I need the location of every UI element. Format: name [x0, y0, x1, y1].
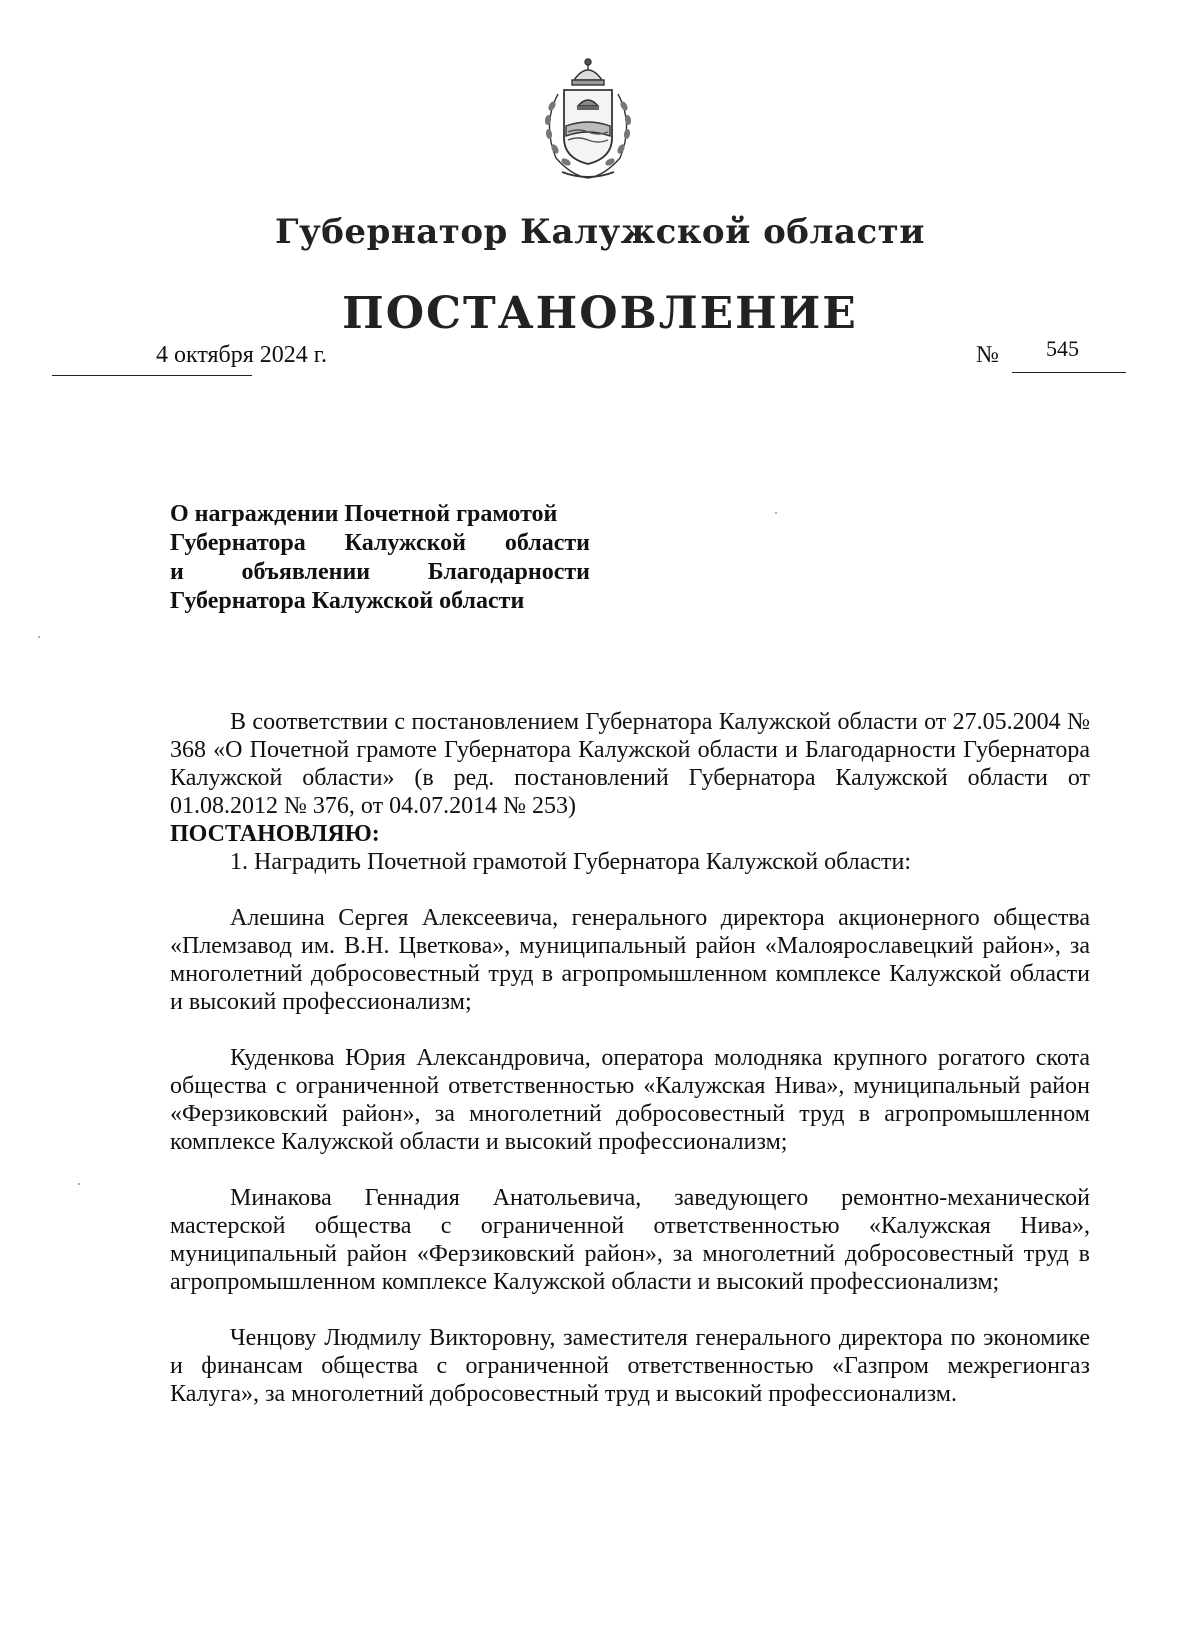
- scan-speck: [78, 1183, 80, 1185]
- document-subject: [170, 500, 590, 616]
- document-number-field: [976, 336, 1126, 376]
- subject-word-and: и: [170, 559, 184, 585]
- subject-word-announcement: объявлении: [241, 559, 371, 585]
- scan-speck: [38, 636, 40, 638]
- subject-line-2: Губернатора Калужской области: [170, 530, 590, 556]
- scan-speck: [775, 512, 777, 514]
- document-number: 545: [1046, 336, 1079, 361]
- awardee-paragraph: Куденкова Юрия Александровича, оператора молодняка крупного рогатого скота общества с ограниченной ответственностью «Калужская Нива», муниципальный район «Ферзиковский район», за многолетний добросовестный труд в агропромышленном комплексе Калужской области и высокий профессионализм;: [170, 1045, 1090, 1155]
- coat-of-arms-emblem: [528, 54, 648, 182]
- issuer-title: Губернатор Калужской области: [275, 212, 925, 252]
- decree-word: ПОСТАНОВЛЯЮ:: [170, 821, 380, 847]
- awardee-paragraph: Минакова Геннадия Анатольевича, заведующего ремонтно-механической мастерской общества с ограниченной ответственностью «Калужская Нива», муниципальный район «Ферзиковский район», за многолетний добросовестный труд в агропромышленном комплексе Калужской области и высокий профессионализм;: [170, 1185, 1090, 1295]
- document-body: [170, 708, 1090, 1432]
- number-underline: [1012, 372, 1126, 373]
- subject-word-gratitude: Благодарности: [427, 559, 590, 585]
- date-underline: [52, 375, 252, 376]
- subject-line-3: [170, 558, 590, 587]
- subject-line-1: О награждении Почетной грамотой: [170, 501, 558, 527]
- item-1-heading: 1. Наградить Почетной грамотой Губернатора Калужской области:: [230, 849, 912, 875]
- preamble-paragraph: В соответствии с постановлением Губернатора Калужской области от 27.05.2004 № 368 «О Почетной грамоте Губернатора Калужской области и Благодарности Губернатора Калужской области» (в ред. постановлений Губернатора Калужской области от 01.08.2012 № 376, от 04.07.2014 № 253): [170, 709, 1090, 819]
- number-label: №: [976, 342, 999, 368]
- document-date: 4 октября 2024 г.: [156, 342, 327, 368]
- awardee-paragraph: Алешина Сергея Алексеевича, генерального директора акционерного общества «Племзавод им. В.Н. Цветкова», муниципальный район «Малоярославецкий район», за многолетний добросовестный труд в агропромышленном комплексе Калужской области и высокий профессионализм;: [170, 905, 1090, 1015]
- awardee-paragraph: Ченцову Людмилу Викторовну, заместителя генерального директора по экономике и финансам общества с ограниченной ответственностью «Газпром межрегионгаз Калуга», за многолетний добросовестный труд и высокий профессионализм.: [170, 1325, 1090, 1407]
- document-type-heading: ПОСТАНОВЛЕНИЕ: [342, 288, 858, 339]
- subject-line-4: Губернатора Калужской области: [170, 588, 525, 614]
